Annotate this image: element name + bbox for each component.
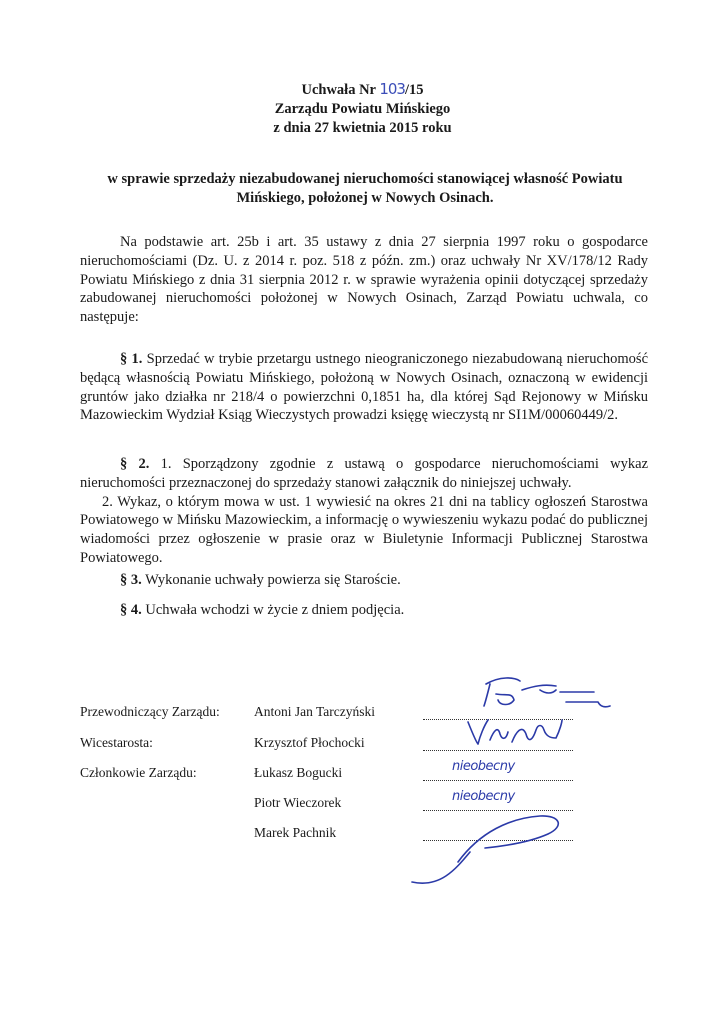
paragraph-1-label: § 1. xyxy=(120,351,143,367)
signature-line xyxy=(423,739,573,751)
paragraph-2-text: 1. Sporządzony zgodnie z ustawą o gospodarce nieruchomościami wykaz nieruchomości przeznaczonej do sprzedaży stanowi załącznik do niniejszej uchwały. xyxy=(80,456,649,491)
absence-note: nieobecny xyxy=(452,789,515,804)
paragraph-3 xyxy=(80,571,648,590)
signatory-row xyxy=(80,825,580,845)
paragraph-2 xyxy=(80,455,648,568)
resolution-subject xyxy=(80,170,650,208)
absence-note: nieobecny xyxy=(452,759,515,774)
signature-line xyxy=(423,829,573,841)
resolution-date: z dnia 27 kwietnia 2015 roku xyxy=(273,120,452,136)
paragraph-1 xyxy=(80,350,648,425)
subject-line-2: Mińskiego, położonej w Nowych Osinach. xyxy=(236,190,494,206)
paragraph-3-label: § 3. xyxy=(120,572,142,588)
paragraph-4-label: § 4. xyxy=(120,602,142,618)
legal-basis-paragraph xyxy=(80,233,648,327)
signatory-name: Krzysztof Płochocki xyxy=(254,735,365,750)
subject-line-1: w sprawie sprzedaży niezabudowanej nieruchomości stanowiącej własność Powiatu xyxy=(107,171,623,187)
signatory-row xyxy=(80,735,580,755)
signatory-role: Członkowie Zarządu: xyxy=(80,765,197,780)
handwritten-number: 103 xyxy=(379,80,405,98)
resolution-header xyxy=(0,80,725,138)
paragraph-4 xyxy=(80,601,648,620)
signatory-role: Wicestarosta: xyxy=(80,735,153,750)
resolution-number-suffix: /15 xyxy=(404,82,424,98)
paragraph-1-text: Sprzedać w trybie przetargu ustnego nieograniczonego niezabudowaną nieruchomość będącą własnością Powiatu Mińskiego, położoną w Nowych Osinach, oznaczoną w ewidencji gruntów jako działka nr 218/4 o powierzchni 0,1851 ha, dla której Sąd Rejonowy w Mińsku Mazowieckim Wydział Ksiąg Wieczystych prowadzi księgę wieczystą nr SI1M/00060449/2. xyxy=(80,351,649,424)
paragraph-2-label: § 2. xyxy=(120,456,150,472)
signatory-name: Łukasz Bogucki xyxy=(254,765,343,780)
legal-basis-text: Na podstawie art. 25b i art. 35 ustawy z dnia 27 sierpnia 1997 roku o gospodarce nieruchomościami (Dz. U. z 2014 r. poz. 518 z późn. zm.) oraz uchwały Nr XV/178/12 Rady Powiatu Mińskiego z dnia 31 sierpnia 2012 r. w sprawie wyrażenia opinii dotyczącej sprzedaży zabudowanej nieruchomości położonej w Nowych Osinach, Zarząd Powiatu uchwala, co następuje: xyxy=(80,234,648,326)
paragraph-2-point-2: 2. Wykaz, o którym mowa w ust. 1 wywiesić na okres 21 dni na tablicy ogłoszeń Starostwa Powiatowego w Mińsku Mazowieckim, a informację o wywieszeniu wykazu podać do publicznej wiadomości przez ogłoszenie w prasie oraz w Biuletynie Informacji Publicznej Starostwa Powiatowego. xyxy=(80,493,648,566)
paragraph-4-text: Uchwała wchodzi w życie z dniem podjęcia. xyxy=(141,602,405,618)
signature-line xyxy=(423,708,573,720)
signature-tarczynski xyxy=(484,678,610,707)
signatory-name: Piotr Wieczorek xyxy=(254,795,342,810)
signatory-name: Marek Pachnik xyxy=(254,825,337,840)
paragraph-3-text: Wykonanie uchwały powierza się Staroście. xyxy=(141,572,401,588)
resolution-number-line xyxy=(0,80,725,100)
signatory-row xyxy=(80,704,580,724)
signatory-role: Przewodniczący Zarządu: xyxy=(80,704,220,719)
resolution-number-prefix: Uchwała Nr xyxy=(301,82,376,98)
signatory-name: Antoni Jan Tarczyński xyxy=(254,704,376,719)
issuing-body: Zarządu Powiatu Mińskiego xyxy=(274,101,451,117)
